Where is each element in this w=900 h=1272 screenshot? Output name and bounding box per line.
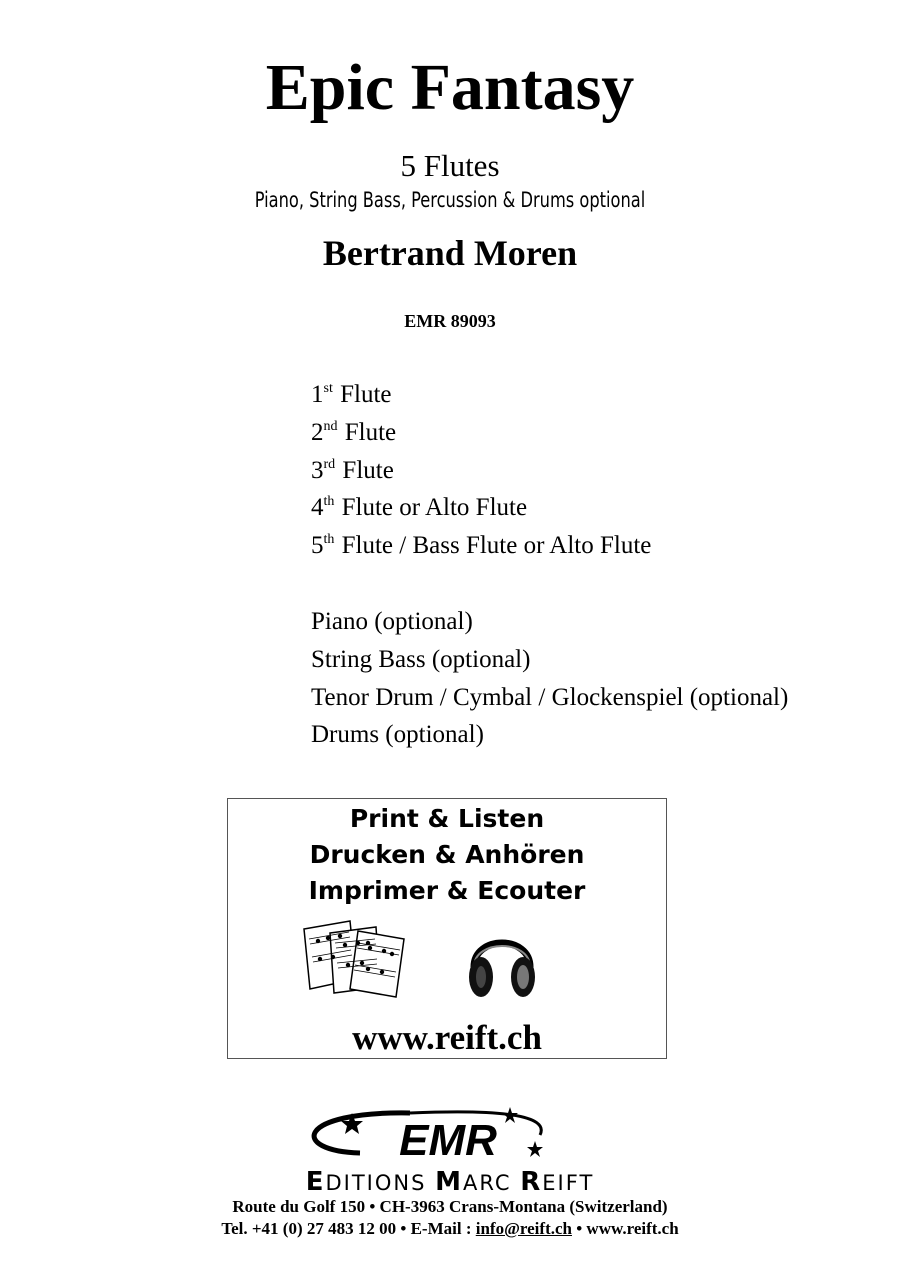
part-item: 2nd Flute <box>311 418 397 446</box>
print-listen-box[interactable] <box>227 798 667 1059</box>
promo-line-english: Print & Listen <box>349 804 545 833</box>
optional-part-item: String Bass (optional) <box>311 645 531 673</box>
part-item: 1st Flute <box>311 381 392 408</box>
part-item: 3rd Flute <box>311 456 394 484</box>
part-item: 4th Flute or Alto Flute <box>311 494 528 522</box>
sheet-music-icon <box>300 919 412 999</box>
subtitle: 5 Flutes <box>400 148 500 183</box>
publisher-address: Route du Golf 150 • CH-3963 Crans-Montana (Switzerland) <box>232 1197 668 1216</box>
email-link[interactable]: info@reift.ch <box>475 1219 572 1238</box>
promo-line-french: Imprimer & Ecouter <box>308 876 586 905</box>
parts-list <box>311 378 871 756</box>
composer-name: Bertrand Moren <box>322 233 578 273</box>
instrumentation-note: Piano, String Bass, Percussion & Drums optional <box>254 188 646 212</box>
part-item: 5th Flute / Bass Flute or Alto Flute <box>311 532 652 560</box>
publisher-name: EDITIONS MARC REIFT <box>305 1167 595 1197</box>
promo-line-german: Drucken & Anhören <box>309 840 585 869</box>
publisher-contact: Tel. +41 (0) 27 483 12 00 • E-Mail : info@reift.ch • www.reift.ch <box>221 1219 679 1238</box>
catalog-number: EMR 89093 <box>404 311 496 331</box>
emr-logo <box>300 1105 600 1167</box>
optional-part-item: Piano (optional) <box>311 607 473 635</box>
headphones-icon <box>466 921 538 1001</box>
logo-text: EMR <box>399 1116 497 1165</box>
page-title: Epic Fantasy <box>265 51 635 124</box>
website-link[interactable]: www.reift.ch <box>352 1018 542 1057</box>
optional-part-item: Tenor Drum / Cymbal / Glockenspiel (optional) <box>311 683 789 711</box>
optional-part-item: Drums (optional) <box>311 721 484 749</box>
